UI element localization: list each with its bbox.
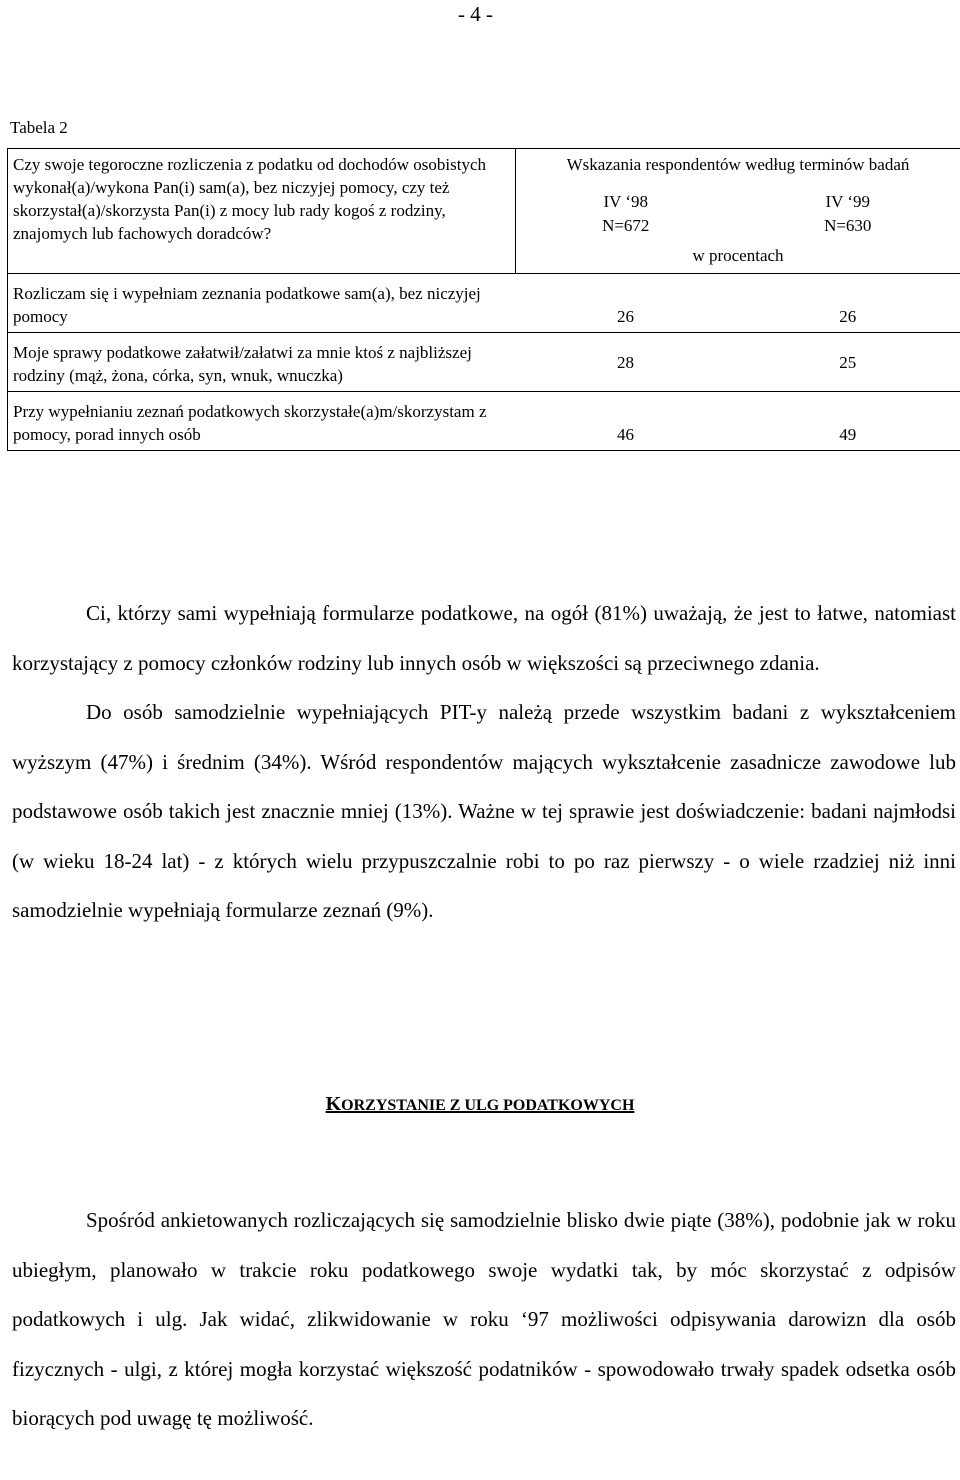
row-label: Moje sprawy podatkowe załatwił/załatwi za mnie ktoś z najbliższej rodziny (mąż, żona, córka, syn, wnuk, wnuczka) — [8, 333, 516, 392]
paragraph-opinions: Ci, którzy sami wypełniają formularze podatkowe, na ogół (81%) uważają, że jest to łatwe, natomiast korzystający z pomocy członków rodziny lub innych osób w większości są przeciwnego zdania. — [12, 601, 956, 675]
value-1999: 25 — [736, 333, 960, 392]
value-1998: 28 — [516, 333, 736, 392]
col-header-1999 — [736, 180, 960, 242]
body-text-bottom — [12, 1196, 956, 1444]
value-1999: 26 — [736, 274, 960, 333]
value-1998: 26 — [516, 274, 736, 333]
value-1999: 49 — [736, 392, 960, 451]
table-caption: Tabela 2 — [10, 118, 68, 137]
table-row — [8, 392, 960, 451]
paragraph-education: Do osób samodzielnie wypełniających PIT-y należą przede wszystkim badani z wykształceniem wyższym (47%) i średnim (34%). Wśród respondentów mających wykształcenie zasadnicze zawodowe lub podstawowe osób takich jest znacznie mniej (13%). Ważne w tej sprawie jest doświadczenie: badani najmłodsi (w wieku 18-24 lat) - z których wielu przypuszczalnie robi to po raz pierwszy - o wiele rzadziej niż inni samodzielnie wypełniają formularze zeznań (9%). — [12, 700, 956, 922]
section-heading-rest: ORZYSTANIE Z ULG PODATKOWYCH — [341, 1097, 635, 1114]
row-label: Przy wypełnianiu zeznań podatkowych skorzystałe(a)m/skorzystam z pomocy, porad innych osób — [8, 392, 516, 451]
unit-label: w procentach — [516, 242, 960, 274]
body-text-top — [12, 589, 956, 936]
section-heading-initial: K — [325, 1093, 342, 1115]
table-row — [8, 333, 960, 392]
row-label: Rozliczam się i wypełniam zeznania podatkowe sam(a), bez niczyjej pomocy — [8, 274, 516, 333]
col1-n: N=672 — [602, 216, 650, 235]
value-1998: 46 — [516, 392, 736, 451]
col2-term: IV ‘99 — [825, 192, 871, 211]
question-cell: Czy swoje tegoroczne rozliczenia z podatku od dochodów osobistych wykonał(a)/wykona Pan(i) sam(a), bez niczyjej pomocy, czy też skorzystał(a)/skorzysta Pan(i) z mocy lub rady kogoś z rodziny, znajomych lub fachowych doradców? — [8, 149, 516, 274]
group-header: Wskazania respondentów według terminów badań — [516, 149, 960, 181]
page-number: - 4 - — [458, 2, 493, 26]
section-heading — [0, 1093, 960, 1116]
col2-n: N=630 — [824, 216, 872, 235]
table-row — [8, 274, 960, 333]
survey-table — [7, 148, 960, 451]
col1-term: IV ‘98 — [603, 192, 649, 211]
paragraph-tax-relief: Spośród ankietowanych rozliczających się samodzielnie blisko dwie piąte (38%), podobnie jak w roku ubiegłym, planowało w trakcie roku podatkowego swoje wydatki tak, by móc skorzystać z odpisów podatkowych i ulg. Jak widać, zlikwidowanie w roku ‘97 możliwości odpisywania darowizn dla osób fizycznych - ulgi, z której mogła korzystać większość podatników - spowodowało trwały spadek odsetka osób biorących pod uwagę tę możliwość. — [12, 1208, 956, 1430]
col-header-1998 — [516, 180, 736, 242]
